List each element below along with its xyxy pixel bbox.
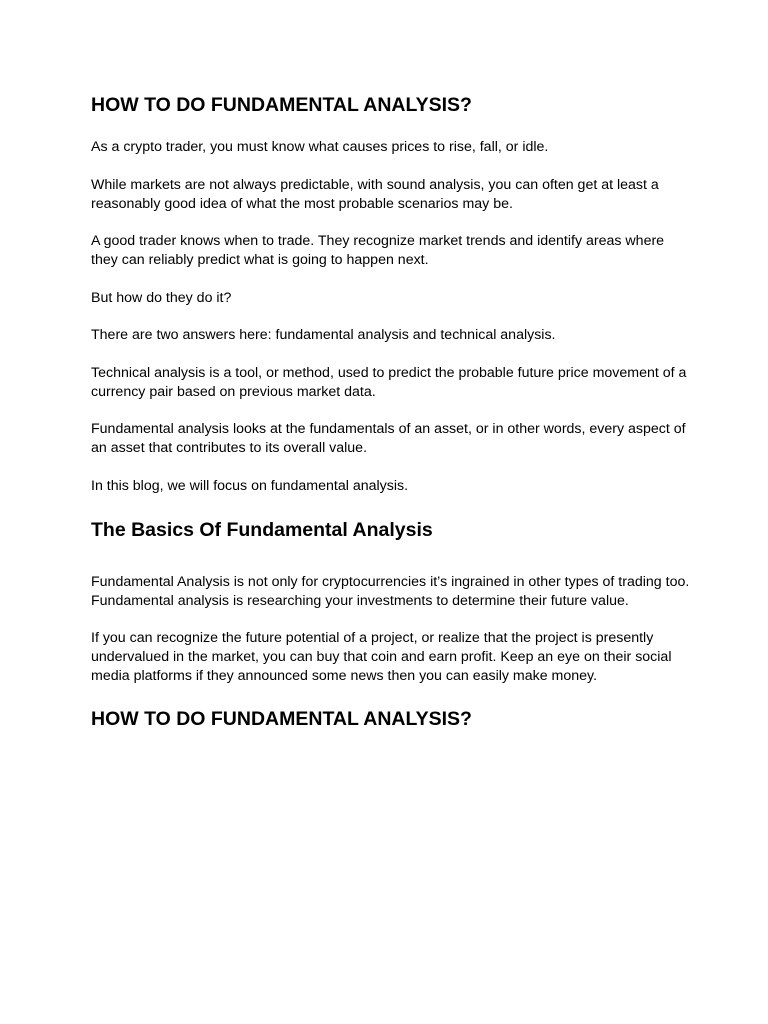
- closing-heading: HOW TO DO FUNDAMENTAL ANALYSIS?: [91, 708, 472, 730]
- paragraph: If you can recognize the future potential of a project, or realize that the project is presently undervalued in the market, you can buy that coin and earn profit. Keep an eye on their social media platforms if they announced some news then you can easily make money.: [91, 630, 672, 684]
- paragraph: While markets are not always predictable, with sound analysis, you can often get at least a reasonably good idea of what the most probable scenarios may be.: [91, 176, 659, 212]
- paragraph: A good trader knows when to trade. They recognize market trends and identify areas where they can reliably predict what is going to happen next.: [91, 233, 665, 268]
- main-heading: HOW TO DO FUNDAMENTAL ANALYSIS?: [91, 94, 472, 116]
- paragraph: In this blog, we will focus on fundamental analysis.: [91, 477, 409, 494]
- section-heading: The Basics Of Fundamental Analysis: [91, 518, 433, 541]
- paragraph: Fundamental analysis looks at the fundamentals of an asset, or in other words, every aspect of an asset that contributes to its overall value.: [91, 421, 686, 456]
- paragraph: Fundamental Analysis is not only for cryptocurrencies it’s ingrained in other types of trading too. Fundamental analysis is researching your investments to determine their future value.: [91, 573, 690, 609]
- paragraph: As a crypto trader, you must know what causes prices to rise, fall, or idle.: [91, 139, 549, 155]
- paragraph: But how do they do it?: [91, 289, 232, 306]
- document-page: [91, 93, 691, 731]
- paragraph: There are two answers here: fundamental analysis and technical analysis.: [91, 327, 556, 343]
- paragraph: Technical analysis is a tool, or method, used to predict the probable future price movement of a currency pair based on previous market data.: [91, 364, 687, 400]
